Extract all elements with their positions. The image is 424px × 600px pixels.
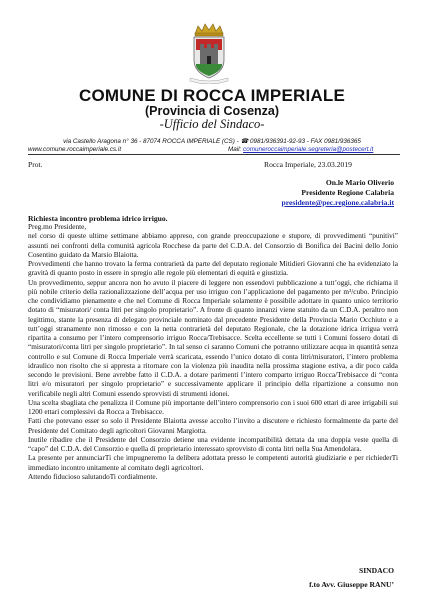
recipient-pec-link[interactable]: presidente@pec.regione.calabria.it [281, 198, 394, 207]
municipality-title: COMUNE DI ROCCA IMPERIALE [79, 86, 345, 105]
body-paragraph: nel corso di queste ultime settimane abbiamo appreso, con grande preoccupazione e stupore, di provvedimenti “punitivi” assunti nei confronti della comunità agricola Rocchese da parte del C.D.A. del Consorzio di Bonifica dei Bacini dello Jonio Cosentino guidato da Marsio Blaiotta. [28, 232, 398, 259]
mail-address-link[interactable]: comuneroccaimperiale.segreteria@postecert.it [243, 146, 374, 153]
body-paragraph: Inutile ribadire che il Presidente del Consorzio detiene una evidente incompatibilità dettata da una doppia veste quella di “capo” del C.D.A. del Consorzio e quella di proprietario interessato sprovvisto di conta litri nella Sua Amendolara. [28, 435, 398, 453]
header-divider [28, 154, 400, 155]
body-paragraph: Un provvedimento, seppur ancora non ho avuto il piacere di leggere non essendovi pubblicazione a tutt’oggi, che richiama il più nobile criterio della razionalizzazione dell’acqua per uso irriguo con l’applicazione del pagamento per m³/cubo. Principio che condividiamo pienamente e che nel Comune di Rocca Imperiale solamente è possibile adottare in quanto unico territorio dotato di “misuratori/ conta litri per singolo proprietario”. A fronte di quanto innanzi viene statuito da un C.D.A. peraltro non legittimo, stante la presenza di delegato provinciale nominato dal precedente Presidente della Provincia Mario Occhiuto e a tutt’oggi stranamente non rimosso e con la netta contrarietà del deputato Regionale, che la dotazione idrica irrigua verrà ripartita a consumo per l’intero comprensorio irriguo Rocca/Trebisacce. Scelta eccellente se tutti i Comuni fossero dotati di “misuratori/conta litri per singolo proprietario”. In tal senso ci saranno Comuni che potranno utilizzare acqua in quantità senza controllo e sul Comune di Rocca Imperiale verrà scaricata, essendo l’unico dotato di conta litri/misuratori, l’intero problema idraulico non risolto che si appresta a ritornare con la violenza più inaudita nella prossima stagione estiva, a dir poco calda secondo le previsioni. Bene avrebbe fatto il C.D.A. a dotare parimenti l’intero comparto irriguo Rocca/Trebisacce di “conta litri e/o misuratori per singolo proprietario” e successivamente applicare il principio della ripartizione a consumo non verificabile negli altri Comuni essendo sprovvisti di strumenti idonei. [28, 278, 398, 398]
body-paragraph: La presente per annunciarTi che impugneremo la delibera adottata presso le competenti autorità giudiziarie e per richiederTi immediato incontro unitamente al comitato degli agricoltori. [28, 454, 398, 472]
recipient-role: Presidente Regione Calabria [301, 188, 394, 197]
recipient-name: On.le Mario Oliverio [325, 178, 394, 187]
contact-line [28, 146, 404, 153]
mail-label: Mail: [228, 146, 242, 153]
body-paragraph: Una scelta sbagliata che penalizza il Comune più importante dell’intero comprensorio con i suoi 600 ettari di aree irrigabili sui 1200 ettari complessivi da Rocca a Trebisacce. [28, 398, 398, 416]
address-line: via Castello Aragona n° 36 - 87074 ROCCA IMPERIALE (CS) - ☎ 0981/936391-92-93 - FAX 0981/936365 [63, 138, 361, 145]
municipal-crest-icon [186, 22, 232, 84]
body-paragraph: Provvedimenti che hanno trovato la ferma contrarietà da parte del deputato regionale Mitidieri Giovanni che ha evidenziato la gravità di quanto posto in essere in spregio alle regole più elementari di equità e giustizia. [28, 260, 398, 278]
salutation: Preg.mo Presidente, [28, 223, 87, 231]
office-subtitle: -Ufficio del Sindaco- [159, 117, 265, 131]
letter-subject: Richiesta incontro problema idrico irriguo. [28, 214, 168, 223]
province-subtitle: (Provincia di Cosenza) [144, 104, 280, 118]
signer-role: SINDACO [358, 566, 394, 575]
letter-date: Rocca Imperiale, 23.03.2019 [264, 160, 352, 169]
protocol-label: Prot. [28, 160, 43, 169]
website-link[interactable]: www.comune.roccaimperiale.cs.it [28, 146, 122, 153]
letter-body [28, 223, 398, 482]
closing-line: Attendo fiducioso salutandoTi cordialmente. [28, 472, 158, 481]
body-paragraph: Fatti che potevano esser so solo il Presidente Blaiotta avesse accolto l’invito a discutere e richiesto formalmente da parte del Presidente del Comitato degli agricoltori Giovanni Margiotta. [28, 417, 398, 435]
signer-name: f.to Avv. Giuseppe RANU’ [309, 580, 394, 589]
mail-contact [228, 146, 373, 153]
